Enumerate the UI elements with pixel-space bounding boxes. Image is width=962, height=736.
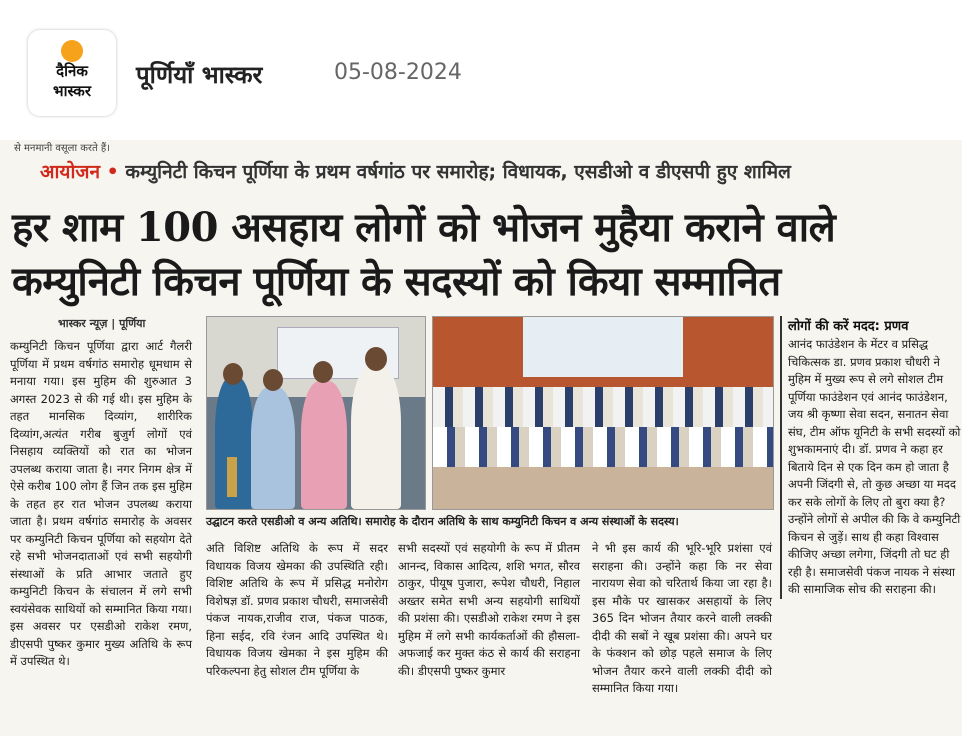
- sidebar-box: [780, 316, 962, 599]
- sun-icon: [61, 40, 83, 62]
- group-photo: [432, 316, 774, 510]
- headline-line-2: कम्युनिटी किचन पूर्णिया के सदस्यों को किया सम्मानित: [12, 258, 781, 305]
- byline: भास्कर न्यूज़ | पूर्णिया: [58, 317, 146, 330]
- edition-title: पूर्णियाँ भास्कर: [136, 61, 263, 89]
- logo-line-2: भास्कर: [53, 82, 91, 100]
- sidebar-body: आनंद फाउंडेशन के मेंटर व प्रसिद्ध चिकित्सक डा. प्रणव प्रकाश चौधरी ने मुहिम में मुख्य रूप से लगे सोशल टीम पूर्णिया फाउंडेशन एवं आनंद फाउंडेशन, जय श्री कृष्णा सेवा सदन, सनातन सेवा संघ, टीम ऑफ यूनिटी के सभी सदस्यों को शुभकामनाएं दी। डॉ. प्रणव ने कहा हर बिताये दिन से एक दिन कम हो जाता है अपनी जिंदगी से, तो कुछ अच्छा या मदद कर सके लोगों के लिए तो बुरा क्या है? उन्होंने लोगों से अपील की कि वे कम्युनिटी किचन से जुड़ें। साथ ही कहा विश्वास कीजिए अच्छा लगेगा, जिंदगी तो घट ही रही है। समाजसेवी पंकज नायक ने संस्था की सामाजिक सोच की सराहना की।: [788, 337, 961, 596]
- sidebar-heading: लोगों की करें मदद: प्रणव: [788, 319, 909, 334]
- article-column-1: कम्युनिटी किचन पूर्णिया द्वारा आर्ट गैलरी पूर्णिया में प्रथम वर्षगांठ समारोह धूमधाम से मनाया गया। इस मुहिम की शुरुआत 3 अगस्त 2023 से की गई थी। इस मुहिम के तहत मानसिक दिव्यांग, शारीरिक दिव्यांग,अत्यंत गरीब बुजुर्ग लोगों एवं निसहाय व्यक्तियों को रात का भोजन उपलब्ध कराया जाता है। नगर निगम क्षेत्र में ऐसे करीब 100 लोग हैं जिन तक इस मुहिम के तहत हर रात भोजन उपलब्ध कराया जाता है। प्रथम वर्षगांठ समारोह के अवसर पर कम्युनिटी किचन पूर्णिया को सहयोग देते रहे सभी भोजनदाताओं एवं सभी सहयोगी संस्थाओं के प्रति आभार जताते हुए कम्युनिटी किचन के संचालन में लगे सभी स्वयंसेवक साथियों को सम्मानित किया गया। इस अवसर पर एसडीओ राकेश रमण, डीएसपी पुष्कर कुमार मुख्य अतिथि के रूप में उपस्थित थे।: [10, 339, 192, 668]
- article-column-3: सभी सदस्यों एवं सहयोगी के रूप में प्रीतम आनन्द, विकास आदित्य, शशि भगत, सौरव ठाकुर, पीयूष पुजारा, रूपेश चौधरी, निहाल अख्तर समेत सभी अन्य सहयोगी साथियों की प्रशंसा की। एसडीओ राकेश रमण ने इस मुहिम में लगे सभी कार्यकर्ताओं की हौसला-अफजाई कर मुक्त कंठ से कार्य की सराहना की। डीएसपी पुष्कर कुमार: [398, 541, 580, 678]
- logo-line-1: दैनिक: [56, 62, 88, 80]
- app-header: [0, 0, 962, 140]
- kicker-text: कम्युनिटी किचन पूर्णिया के प्रथम वर्षगांठ पर समारोह; विधायक, एसडीओ व डीएसपी हुए शामिल: [125, 161, 791, 183]
- kicker: [40, 158, 791, 184]
- newspaper-clipping: [0, 140, 962, 736]
- dainik-bhaskar-logo[interactable]: [28, 30, 116, 116]
- cut-off-text: से मनमानी वसूला करते हैं।: [14, 143, 110, 154]
- kicker-label: आयोजन •: [40, 161, 119, 183]
- inauguration-photo: [206, 316, 426, 510]
- article-column-4: ने भी इस कार्य की भूरि-भूरि प्रशंसा एवं सराहना की। उन्होंने कहा कि नर सेवा नारायण सेवा को चरितार्थ किया जा रहा है। इस मौके पर खासकर असहायों के लिए 365 दिन भोजन तैयार करने वाली लक्की दीदी की सबों ने खूब प्रशंसा की। अपने घर के फंक्शन को छोड़ पहले समाज के लिए भोजन तैयार करने वाली लक्की दीदी को सम्मानित किया गया।: [592, 541, 772, 695]
- headline-line-1: हर शाम 100 असहाय लोगों को भोजन मुहैया कराने वाले: [12, 204, 836, 251]
- article-column-2: अति विशिष्ट अतिथि के रूप में सदर विधायक विजय खेमका की उपस्थिति रही। विशिष्ट अतिथि के रूप में प्रसिद्ध मनोरोग विशेषज्ञ डॉ. प्रणव प्रकाश चौधरी, समाजसेवी पंकज नायक,राजीव राज, पंकज पाठक, हिना सईद, रवि रंजन आदि उपस्थित थे। विधायक विजय खेमका ने इस मुहिम की परिकल्पना हेतु सोशल टीम पूर्णिया के: [206, 541, 388, 678]
- photo-caption: उद्घाटन करते एसडीओ व अन्य अतिथि। समारोह के दौरान अतिथि के साथ कम्युनिटी किचन व अन्य संस्थाओं के सदस्य।: [206, 515, 679, 528]
- edition-date: 05-08-2024: [334, 60, 462, 85]
